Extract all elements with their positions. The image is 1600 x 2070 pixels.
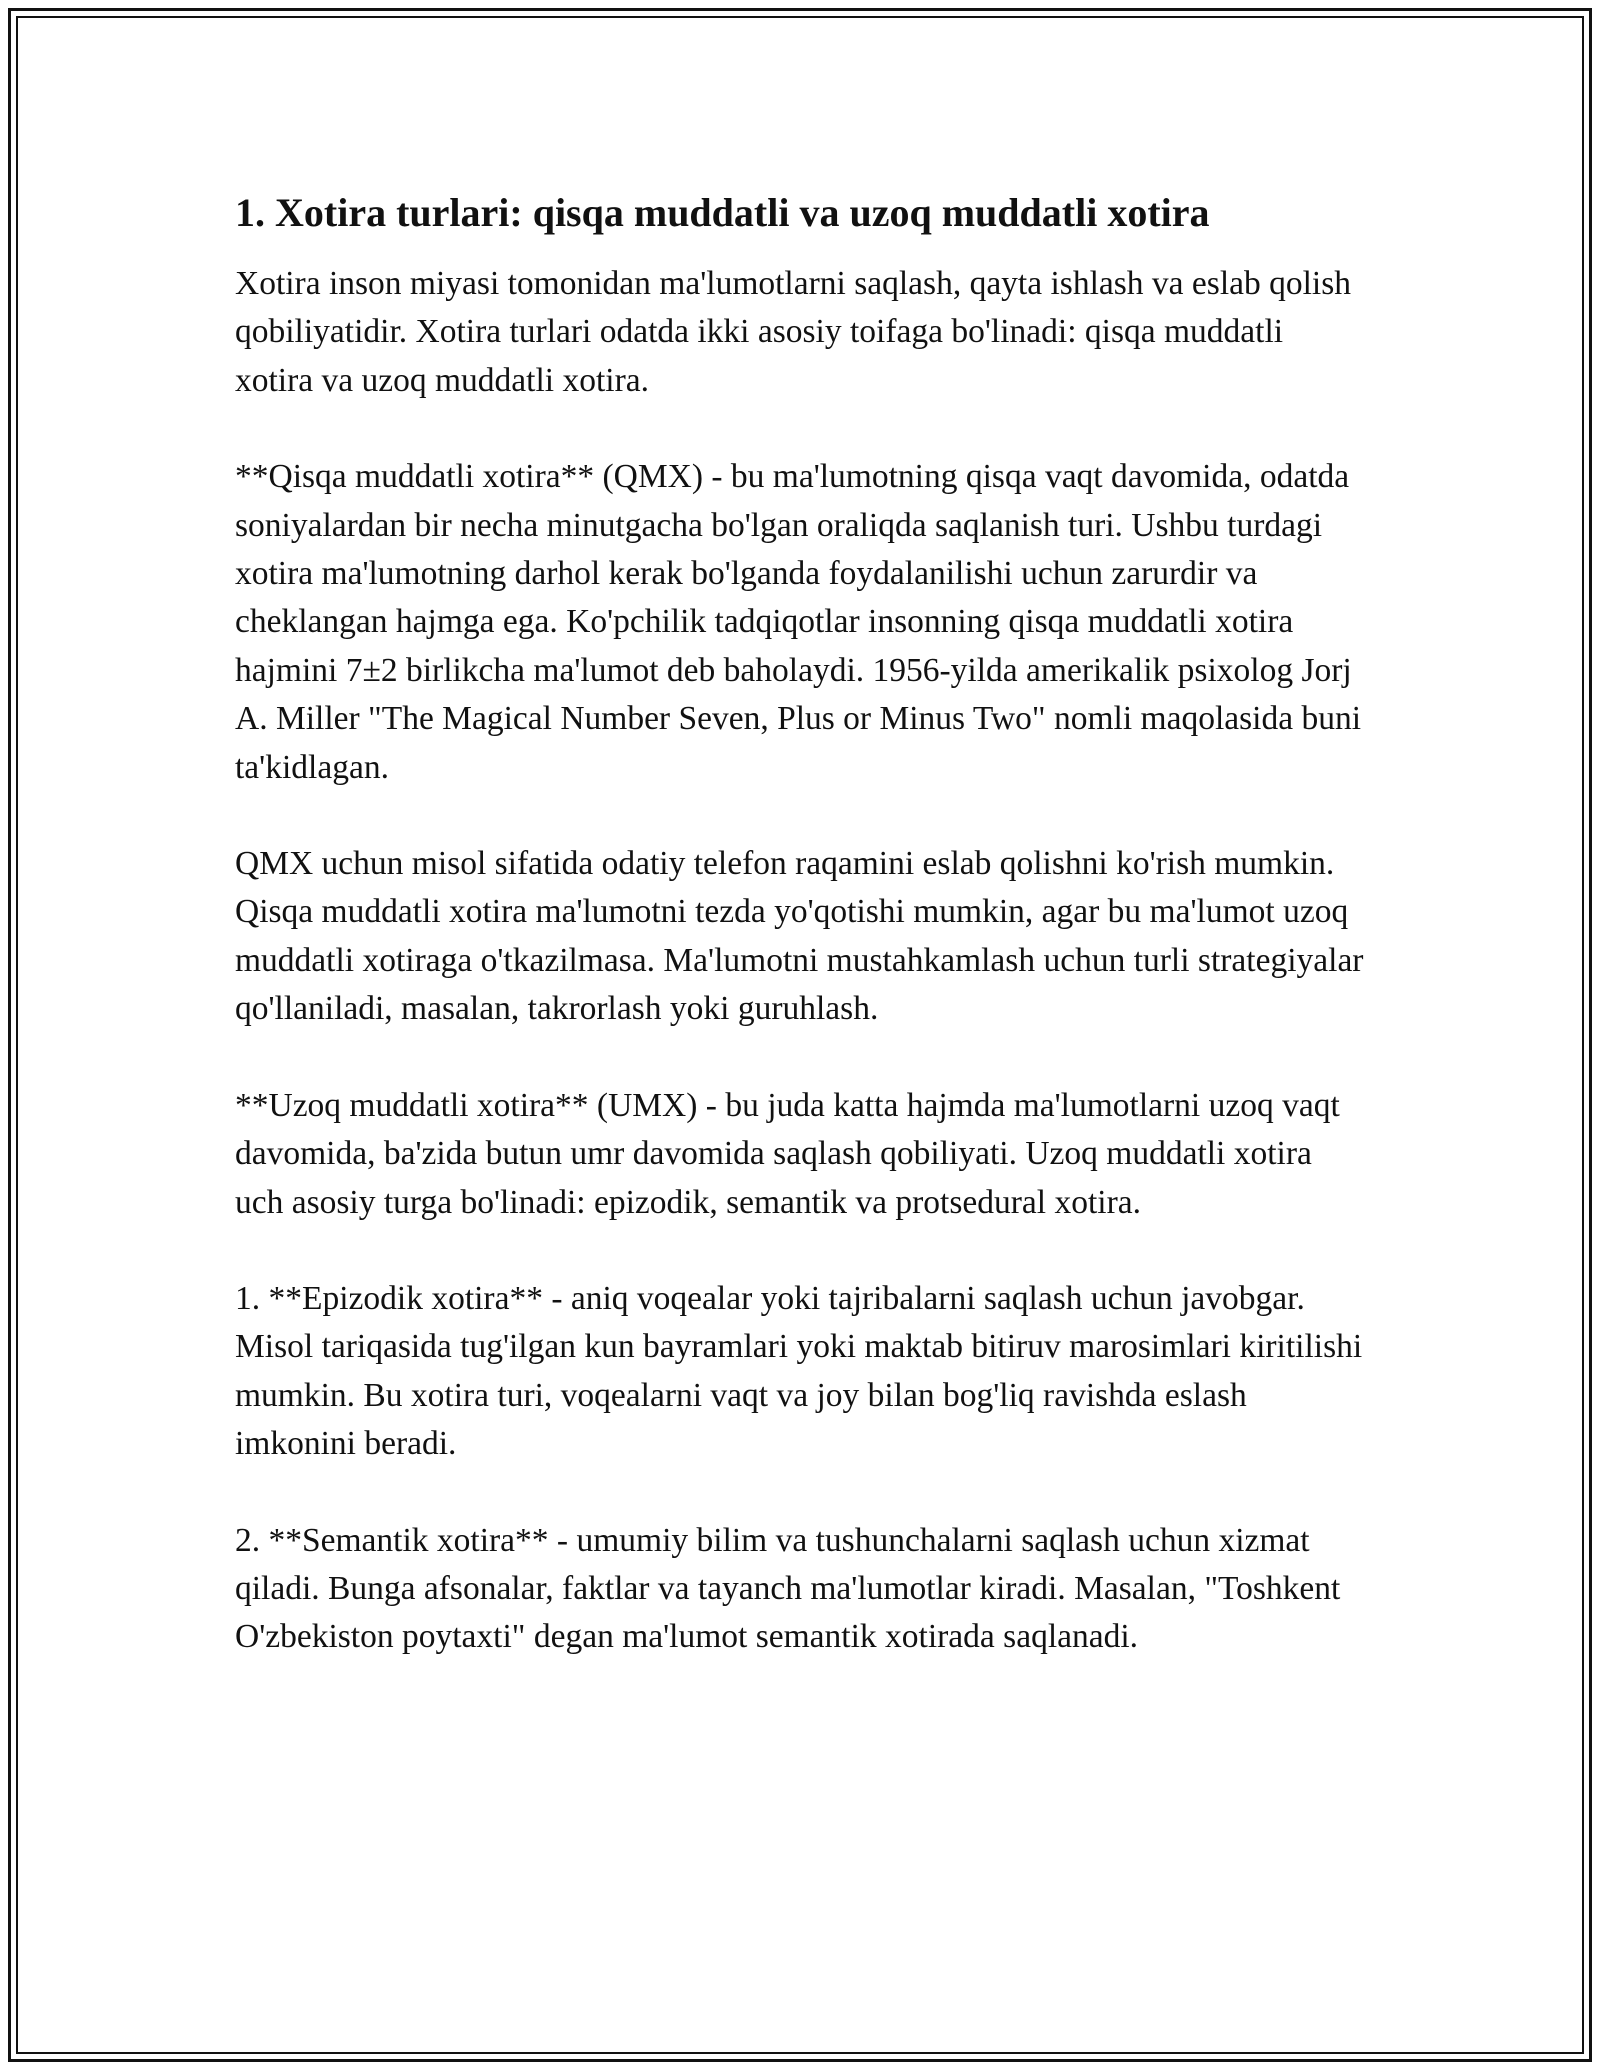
document-body [235, 186, 1365, 1710]
section-title: 1. Xotira turlari: qisqa muddatli va uzoq muddatli xotira [235, 190, 1210, 235]
paragraph-semantic-memory: 2. **Semantik xotira** - umumiy bilim va tushunchalarni saqlash uchun xizmat qiladi. Bunga afsonalar, faktlar va tayanch ma'lumotlar kiradi. Masalan, "Toshkent O'zbekiston poytaxti" degan ma'lumot semantik xotirada saqlanadi. [235, 1521, 1341, 1656]
paragraph-episodic-memory: 1. **Epizodik xotira** - aniq voqealar yoki tajribalarni saqlash uchun javobgar. Misol tariqasida tug'ilgan kun bayramlari yoki maktab bitiruv marosimlari kiritilishi mumkin. Bu xotira turi, voqealarni vaqt va joy bilan bog'liq ravishda eslash imkonini beradi. [235, 1279, 1363, 1463]
paragraph-qmx-example: QMX uchun misol sifatida odatiy telefon raqamini eslab qolishni ko'rish mumkin. Qisqa muddatli xotira ma'lumotni tezda yo'qotishi mumkin, agar bu ma'lumot uzoq muddatli xotiraga o'tkazilmasa. Ma'lumotni mustahkamlash uchun turli strategiyalar qo'llaniladi, masalan, takrorlash yoki guruhlash. [235, 845, 1364, 1028]
paragraph-intro: Xotira inson miyasi tomonidan ma'lumotlarni saqlash, qayta ishlash va eslab qolish qobiliyatidir. Xotira turlari odatda ikki asosiy toifaga bo'linadi: qisqa muddatli xotira va uzoq muddatli xotira. [235, 265, 1352, 399]
paragraph-long-term-memory: **Uzoq muddatli xotira** (UMX) - bu juda katta hajmda ma'lumotlarni uzoq vaqt davomida, ba'zida butun umr davomida saqlash qobiliyati. Uzoq muddatli xotira uch asosiy turga bo'linadi: epizodik, semantik va protsedural xotira. [235, 1086, 1340, 1221]
paragraph-short-term-memory: **Qisqa muddatli xotira** (QMX) - bu ma'lumotning qisqa vaqt davomida, odatda soniyalardan bir necha minutgacha bo'lgan oraliqda saqlanish turi. Ushbu turdagi xotira ma'lumotning darhol kerak bo'lganda foydalanilishi uchun zarurdir va cheklangan hajmga ega. Ko'pchilik tadqiqotlar insonning qisqa muddatli xotira hajmini 7±2 birlikcha ma'lumot deb baholaydi. 1956-yilda amerikalik psixolog Jorj A. Miller "The Magical Number Seven, Plus or Minus Two" nomli maqolasida buni ta'kidlagan. [235, 458, 1362, 786]
